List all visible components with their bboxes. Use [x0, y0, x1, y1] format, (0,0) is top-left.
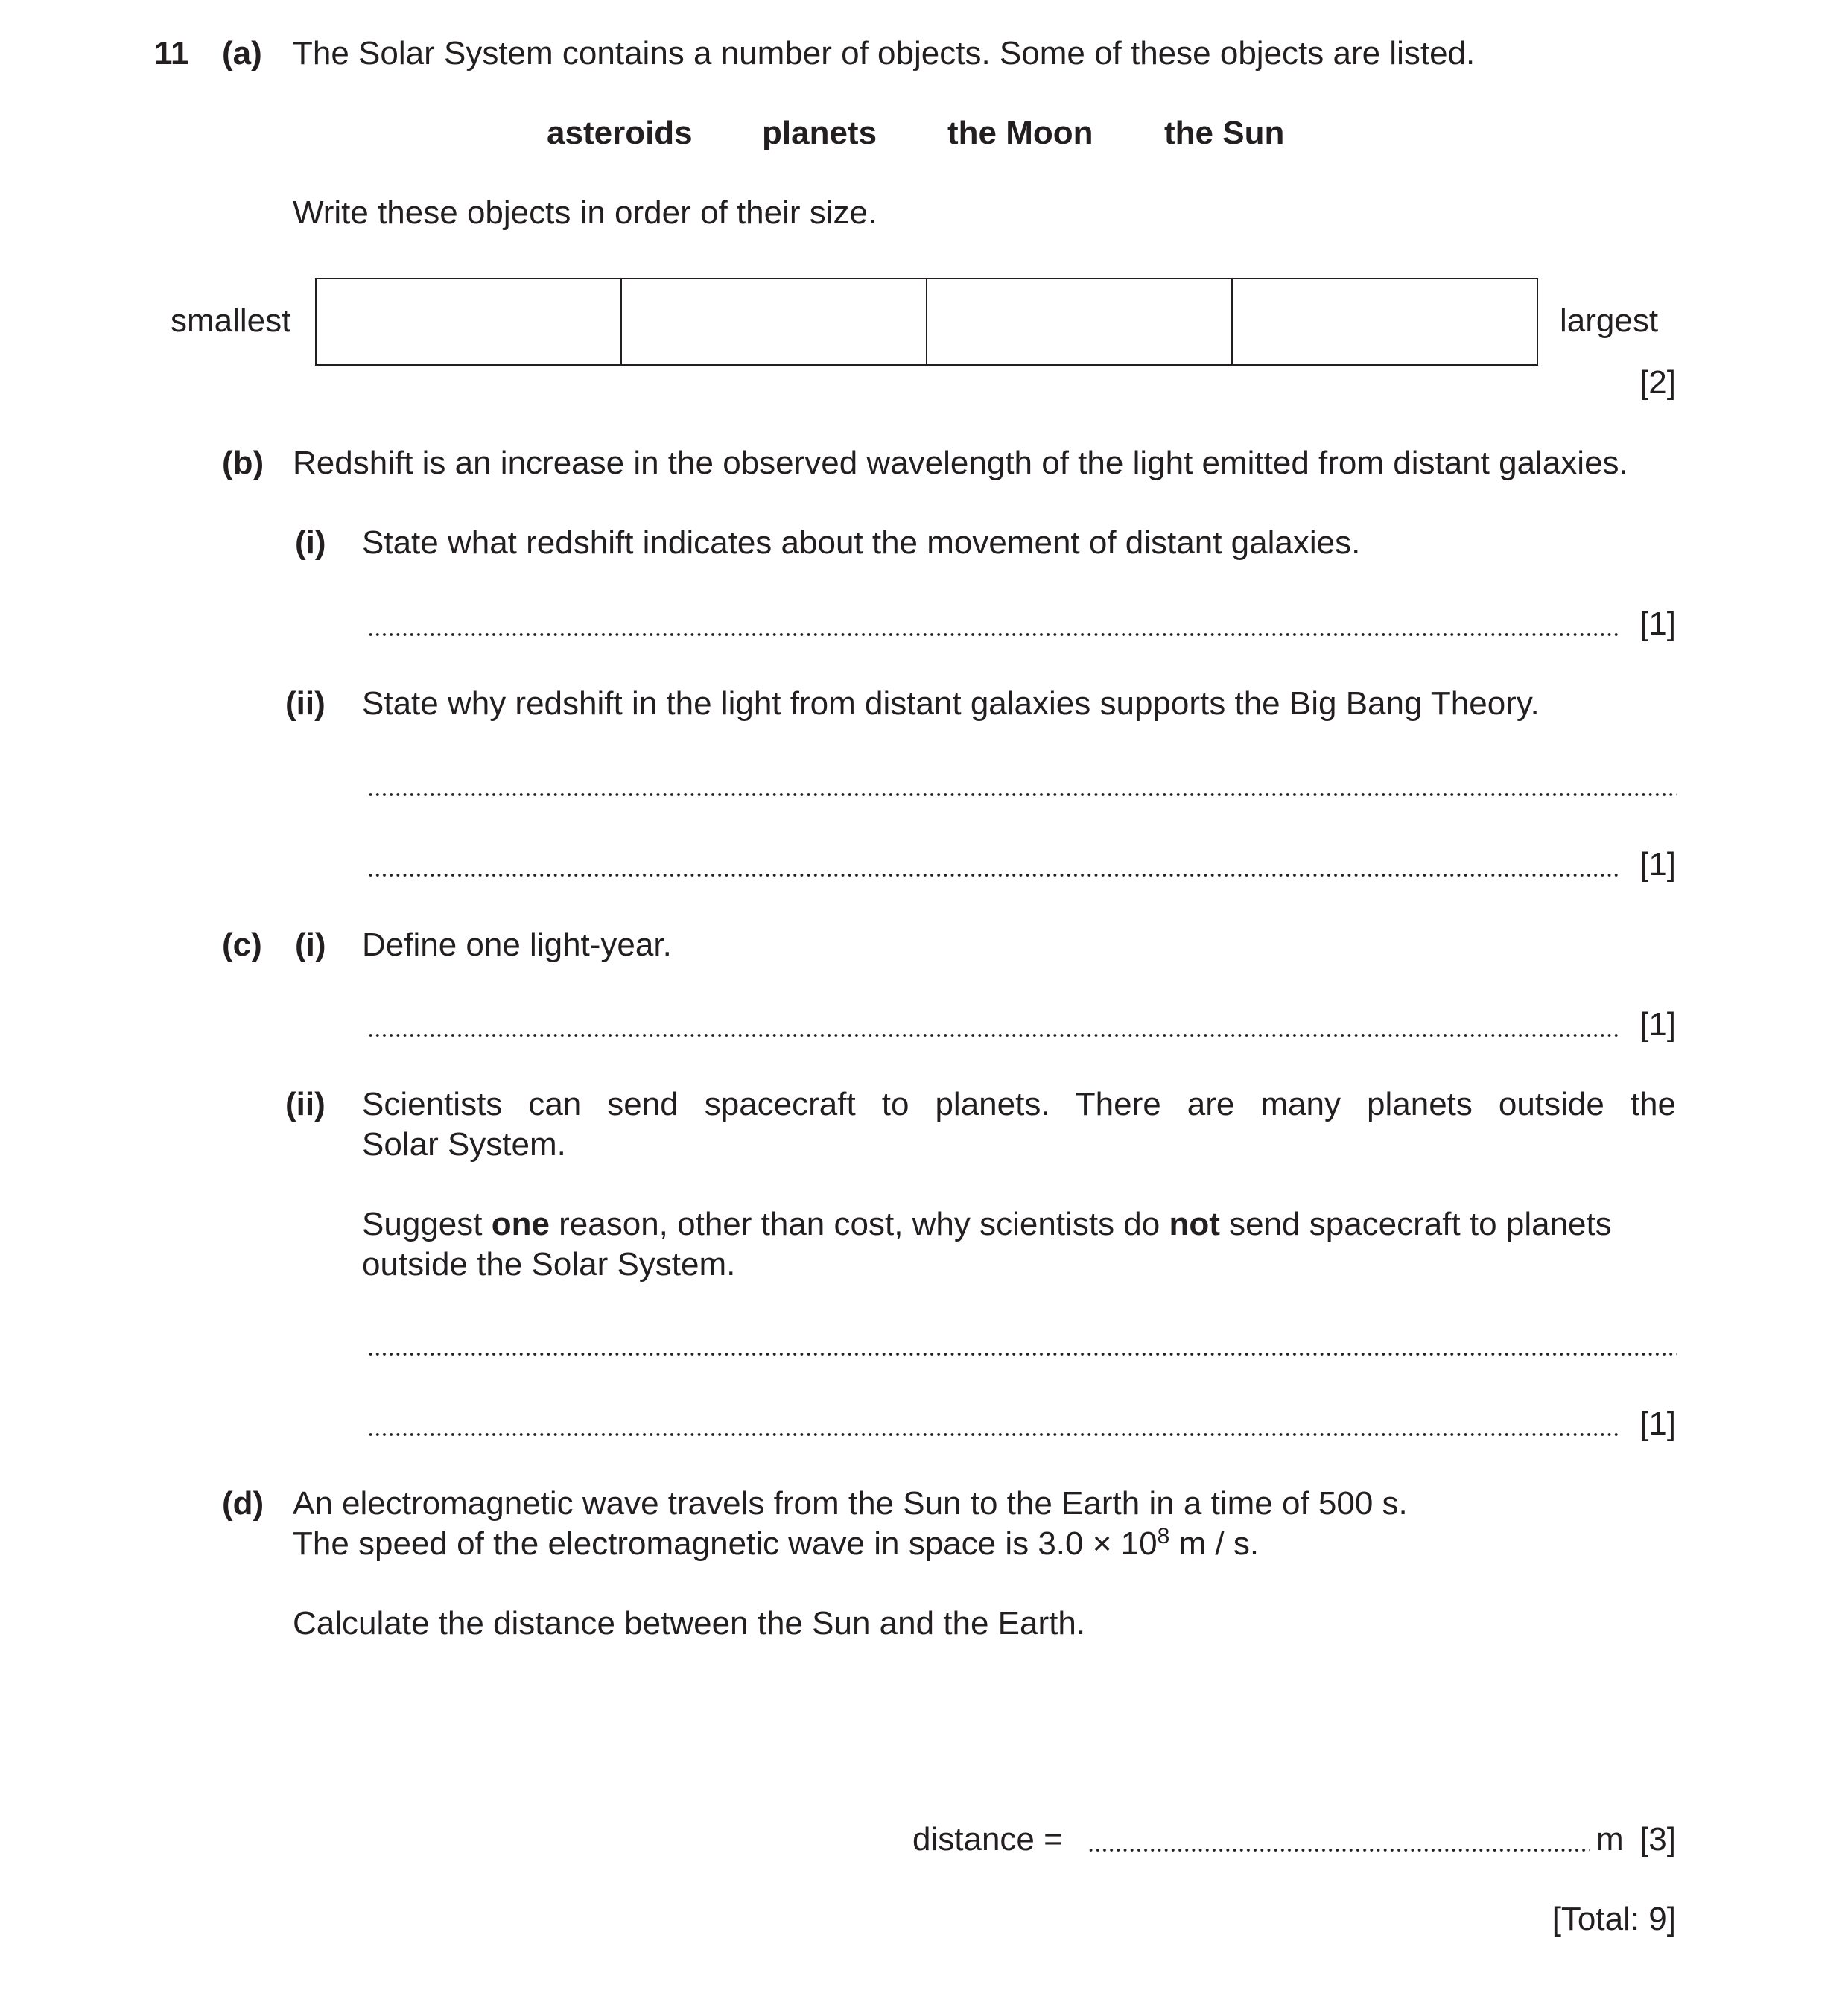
part-d-marks: [3]	[1639, 1821, 1676, 1858]
part-c-ii-label: (ii)	[285, 1086, 326, 1122]
speed-unit: m / s.	[1169, 1525, 1260, 1562]
part-c-i-label: (i)	[295, 927, 326, 963]
distance-answer-line[interactable]	[1087, 1848, 1590, 1852]
part-b-i-text: State what redshift indicates about the movement of distant galaxies.	[362, 524, 1361, 561]
part-c-label: (c)	[222, 927, 262, 963]
answer-box-4[interactable]	[1232, 279, 1537, 365]
part-b-label: (b)	[222, 445, 264, 481]
answer-line-b-i[interactable]	[367, 632, 1620, 637]
suggest-bold-not: not	[1169, 1206, 1220, 1242]
part-c-i-text: Define one light-year.	[362, 927, 672, 963]
part-b-ii-marks: [1]	[1639, 846, 1676, 883]
answer-line-c-ii-1[interactable]	[367, 1352, 1677, 1356]
answer-box-1[interactable]	[316, 279, 621, 365]
part-b-ii-label: (ii)	[285, 685, 326, 722]
size-order-table	[315, 278, 1538, 366]
answer-box-2[interactable]	[621, 279, 927, 365]
object-sun: the Sun	[1164, 115, 1285, 151]
part-b-i-marks: [1]	[1639, 606, 1676, 642]
part-c-ii-line2: Solar System.	[362, 1126, 566, 1163]
suggest-bold-one: one	[491, 1206, 550, 1242]
answer-line-b-ii-2[interactable]	[367, 873, 1620, 877]
largest-label: largest	[1560, 302, 1659, 339]
part-c-ii-marks: [1]	[1639, 1405, 1676, 1442]
part-c-ii-line1: Scientists can send spacecraft to planets. There are many planets outside the	[362, 1086, 1676, 1122]
suggest-post: send spacecraft to planets	[1219, 1206, 1612, 1242]
part-a-label: (a)	[222, 35, 262, 72]
speed-text: The speed of the electromagnetic wave in space is 3.0 × 10	[293, 1525, 1158, 1562]
part-d-line1: An electromagnetic wave travels from the Sun to the Earth in a time of 500 s.	[293, 1485, 1408, 1522]
distance-unit: m	[1596, 1821, 1624, 1858]
question-total: [Total: 9]	[1552, 1901, 1676, 1937]
suggest-mid: reason, other than cost, why scientists do	[549, 1206, 1169, 1242]
part-b-intro: Redshift is an increase in the observed wavelength of the light emitted from distant galaxies.	[293, 445, 1628, 481]
answer-line-b-ii-1[interactable]	[367, 792, 1677, 797]
part-d-instruction: Calculate the distance between the Sun and the Earth.	[293, 1605, 1086, 1642]
distance-label: distance =	[912, 1821, 1063, 1858]
answer-line-c-i[interactable]	[367, 1033, 1620, 1038]
part-c-i-marks: [1]	[1639, 1006, 1676, 1043]
speed-exponent: 8	[1157, 1524, 1170, 1548]
smallest-label: smallest	[171, 302, 291, 339]
answer-box-3[interactable]	[927, 279, 1232, 365]
suggest-pre: Suggest	[362, 1206, 492, 1242]
suggest-text-start	[362, 1205, 1612, 1244]
object-moon: the Moon	[947, 115, 1093, 151]
answer-line-c-ii-2[interactable]	[367, 1432, 1620, 1437]
part-b-i-label: (i)	[295, 524, 326, 561]
part-c-ii-suggest-line2: outside the Solar System.	[362, 1246, 736, 1283]
part-a-marks: [2]	[1639, 364, 1676, 401]
object-planets: planets	[762, 115, 877, 151]
object-asteroids: asteroids	[547, 115, 693, 151]
part-c-ii-suggest	[362, 1205, 1676, 1244]
part-a-intro: The Solar System contains a number of objects. Some of these objects are listed.	[293, 35, 1476, 72]
part-d-label: (d)	[222, 1485, 264, 1522]
question-number: 11	[154, 35, 189, 72]
part-b-ii-text: State why redshift in the light from distant galaxies supports the Big Bang Theory.	[362, 685, 1540, 722]
part-d-line2	[293, 1525, 1259, 1563]
part-a-instruction: Write these objects in order of their size.	[293, 194, 877, 231]
